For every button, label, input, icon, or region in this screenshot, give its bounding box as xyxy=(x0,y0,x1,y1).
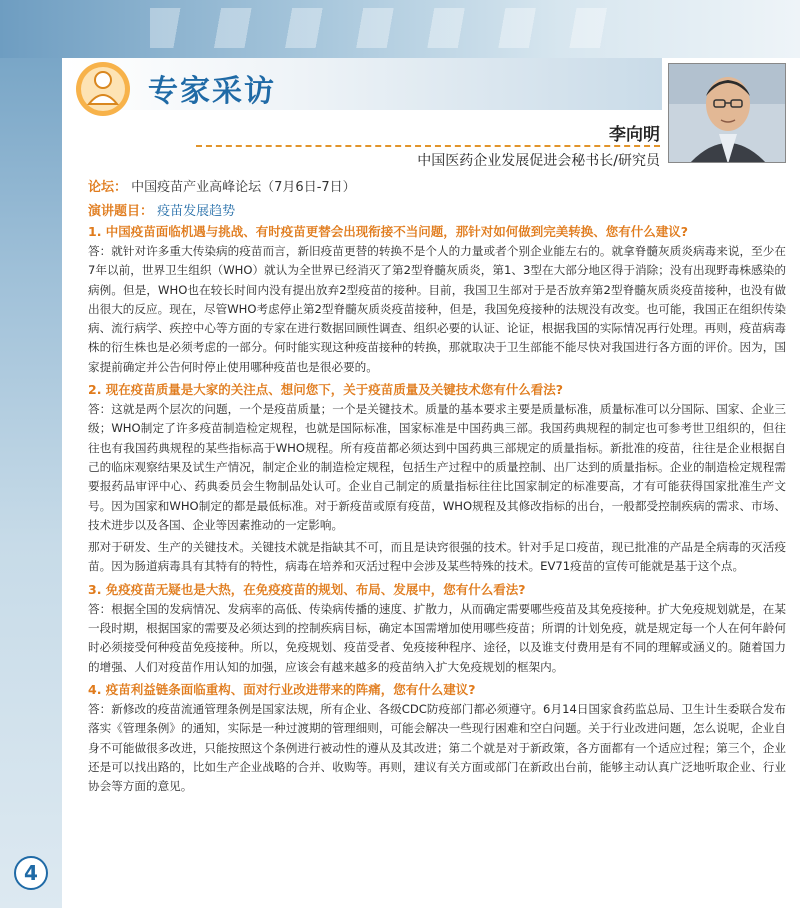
background-left-strip xyxy=(0,0,62,908)
divider-dashed xyxy=(196,145,660,147)
question-1: 1. 中国疫苗面临机遇与挑战、有时疫苗更替会出现衔接不当问题，那针对如何做到完美转换、您有什么建议? xyxy=(88,224,689,239)
portrait-photo xyxy=(668,63,786,163)
forum-line xyxy=(88,176,356,195)
background-top-strip xyxy=(0,0,800,58)
topic-label: 演讲题目： xyxy=(88,204,154,219)
expert-affiliation: 中国医药企业发展促进会秘书长/研究员 xyxy=(417,153,660,169)
expert-name: 李向明 xyxy=(609,125,660,145)
expert-logo-icon xyxy=(74,60,132,118)
question-4: 4. 疫苗利益链条面临重构、面对行业改进带来的阵痛，您有什么建议? xyxy=(88,681,476,697)
page-number: 4 xyxy=(14,856,48,890)
answer-2-part-1: 答：这就是两个层次的问题，一个是疫苗质量；一个是关键技术。质量的基本要求主要是质量标准，质量标准可以分国际、国家、企业三级；WHO制定了许多疫苗制造检定规程，也就是国际标准，国家标准是中国药典三部。我国药典规程的制定也可参考世卫组织的，但往往也有我国药典规程的某些指标高于WHO规程。所有疫苗都必须达到中国药典三部规定的质量指标。新批准的疫苗，往往是企业根据自己的临床观察结果及试生产情况，制定企业的制造检定规程，包括生产过程中的质量控制、出厂达到的质量指标。企业的制造检定规程需要报药品审评中心、药典委员会生物制品处认可。企业自己制定的质量指标往往比国家制定的标准要高，才有可能获得国家批准生产文号。因为国家和WHO制定的都是最低标准。对于新疫苗或原有疫苗，WHO规程及其修改指标的出台，一般都受控制疾病的需求、市场、技术进步以及各国、企业等因素推动的一定影响。 xyxy=(88,402,786,532)
question-2: 2. 现在疫苗质量是大家的关注点、想问您下，关于疫苗质量及关键技术您有什么看法? xyxy=(88,382,564,398)
section-title: 专家采访 xyxy=(148,74,276,109)
question-3: 3. 免疫疫苗无疑也是大热，在免疫疫苗的规划、布局、发展中，您有什么看法? xyxy=(88,581,526,597)
answer-3: 答：根据全国的发病情况、发病率的高低、传染病传播的速度、扩散力，从而确定需要哪些疫苗及其免疫接种。扩大免疫规划就是，在某一段时期，根据国家的需要及必须达到的控制疾病目标，确定本国需增加使用哪些疫苗；所谓的计划免疫，就是规定每一个人在何年龄何时必须接受何种疫苗免疫接种。所以，免疫规划、疫苗受者、免疫接种程序、途径，以及谁支付费用是有不同的理解或涵义的。随着国力的增强、人们对疫苗作用认知的加强，应该会有越来越多的疫苗纳入扩大免疫规划的框架内。 xyxy=(88,601,786,674)
answer-2-part-2: 那对于研发、生产的关键技术。关键技术就是指缺其不可，而且是诀窍很强的技术。针对手足口疫苗，现已批准的产品是全病毒的灭活疫苗。因为肠道病毒具有其特有的特性，病毒在培养和灭活过程中会涉及某些特殊的技术。EV71疫苗的宣传可能就是基于这个点。 xyxy=(88,540,786,574)
answer-4: 答：新修改的疫苗流通管理条例是国家法规，所有企业、各级CDC防疫部门都必须遵守。6月14日国家食药监总局、卫生计生委联合发布落实《管理条例》的通知，实际是一种过渡期的管理细则，可能会解决一些现行困难和空白问题。关于行业改进问题，怎么说呢，企业自身不可能做很多改进，只能按照这个条例进行被动性的遵从及其改进；第二个就是对于新政策，各方面都有一个适应过程；第三个，企业还是可以找出路的，比如生产企业战略的合并、收购等。再则，建议有关方面或部门在新政出台前，能够主动认真广泛地听取企业、行业协会等方面的意见。 xyxy=(88,701,786,794)
answer-1: 答：就针对许多重大传染病的疫苗而言，新旧疫苗更替的转换不是个人的力量或者个别企业能左右的。就拿脊髓灰质炎病毒来说，至少在7年以前，世界卫生组织（WHO）就认为全世界已经消灭了第2型脊髓灰质炎，第1、3型在大部分地区得于消除；没有出现野毒株感染的病例。但是，WHO也在较长时间内没有提出放弃2型疫苗的接种。目前，我国卫生部对于是否放弃第2型脊髓灰质炎疫苗接种，也没有做出很大的反应。现在，尽管WHO考虑停止第2型脊髓灰质炎疫苗接种，但是，我国免疫接种的法规没有改变。也可能，我国正在组织传染病、流行病学、疾控中心等方面的专家在进行数据回顾性调查、组织必要的认证、论证，根据我国的实际情况再行处理。再则，疫苗病毒株的衍生株也是必须考虑的一部分。何时能实现这种疫苗接种的转换，那就取决于卫生部能不能尽快对我国进行各方面的评价。因为，国家提前确定并公告何时停止使用哪种疫苗也是很必要的。 xyxy=(88,244,786,374)
topic-value: 疫苗发展趋势 xyxy=(157,204,236,219)
forum-label: 论坛： xyxy=(88,180,128,195)
interview-content xyxy=(88,220,786,799)
forum-value: 中国疫苗产业高峰论坛（7月6日-7日） xyxy=(131,180,356,195)
topic-line xyxy=(88,200,235,219)
